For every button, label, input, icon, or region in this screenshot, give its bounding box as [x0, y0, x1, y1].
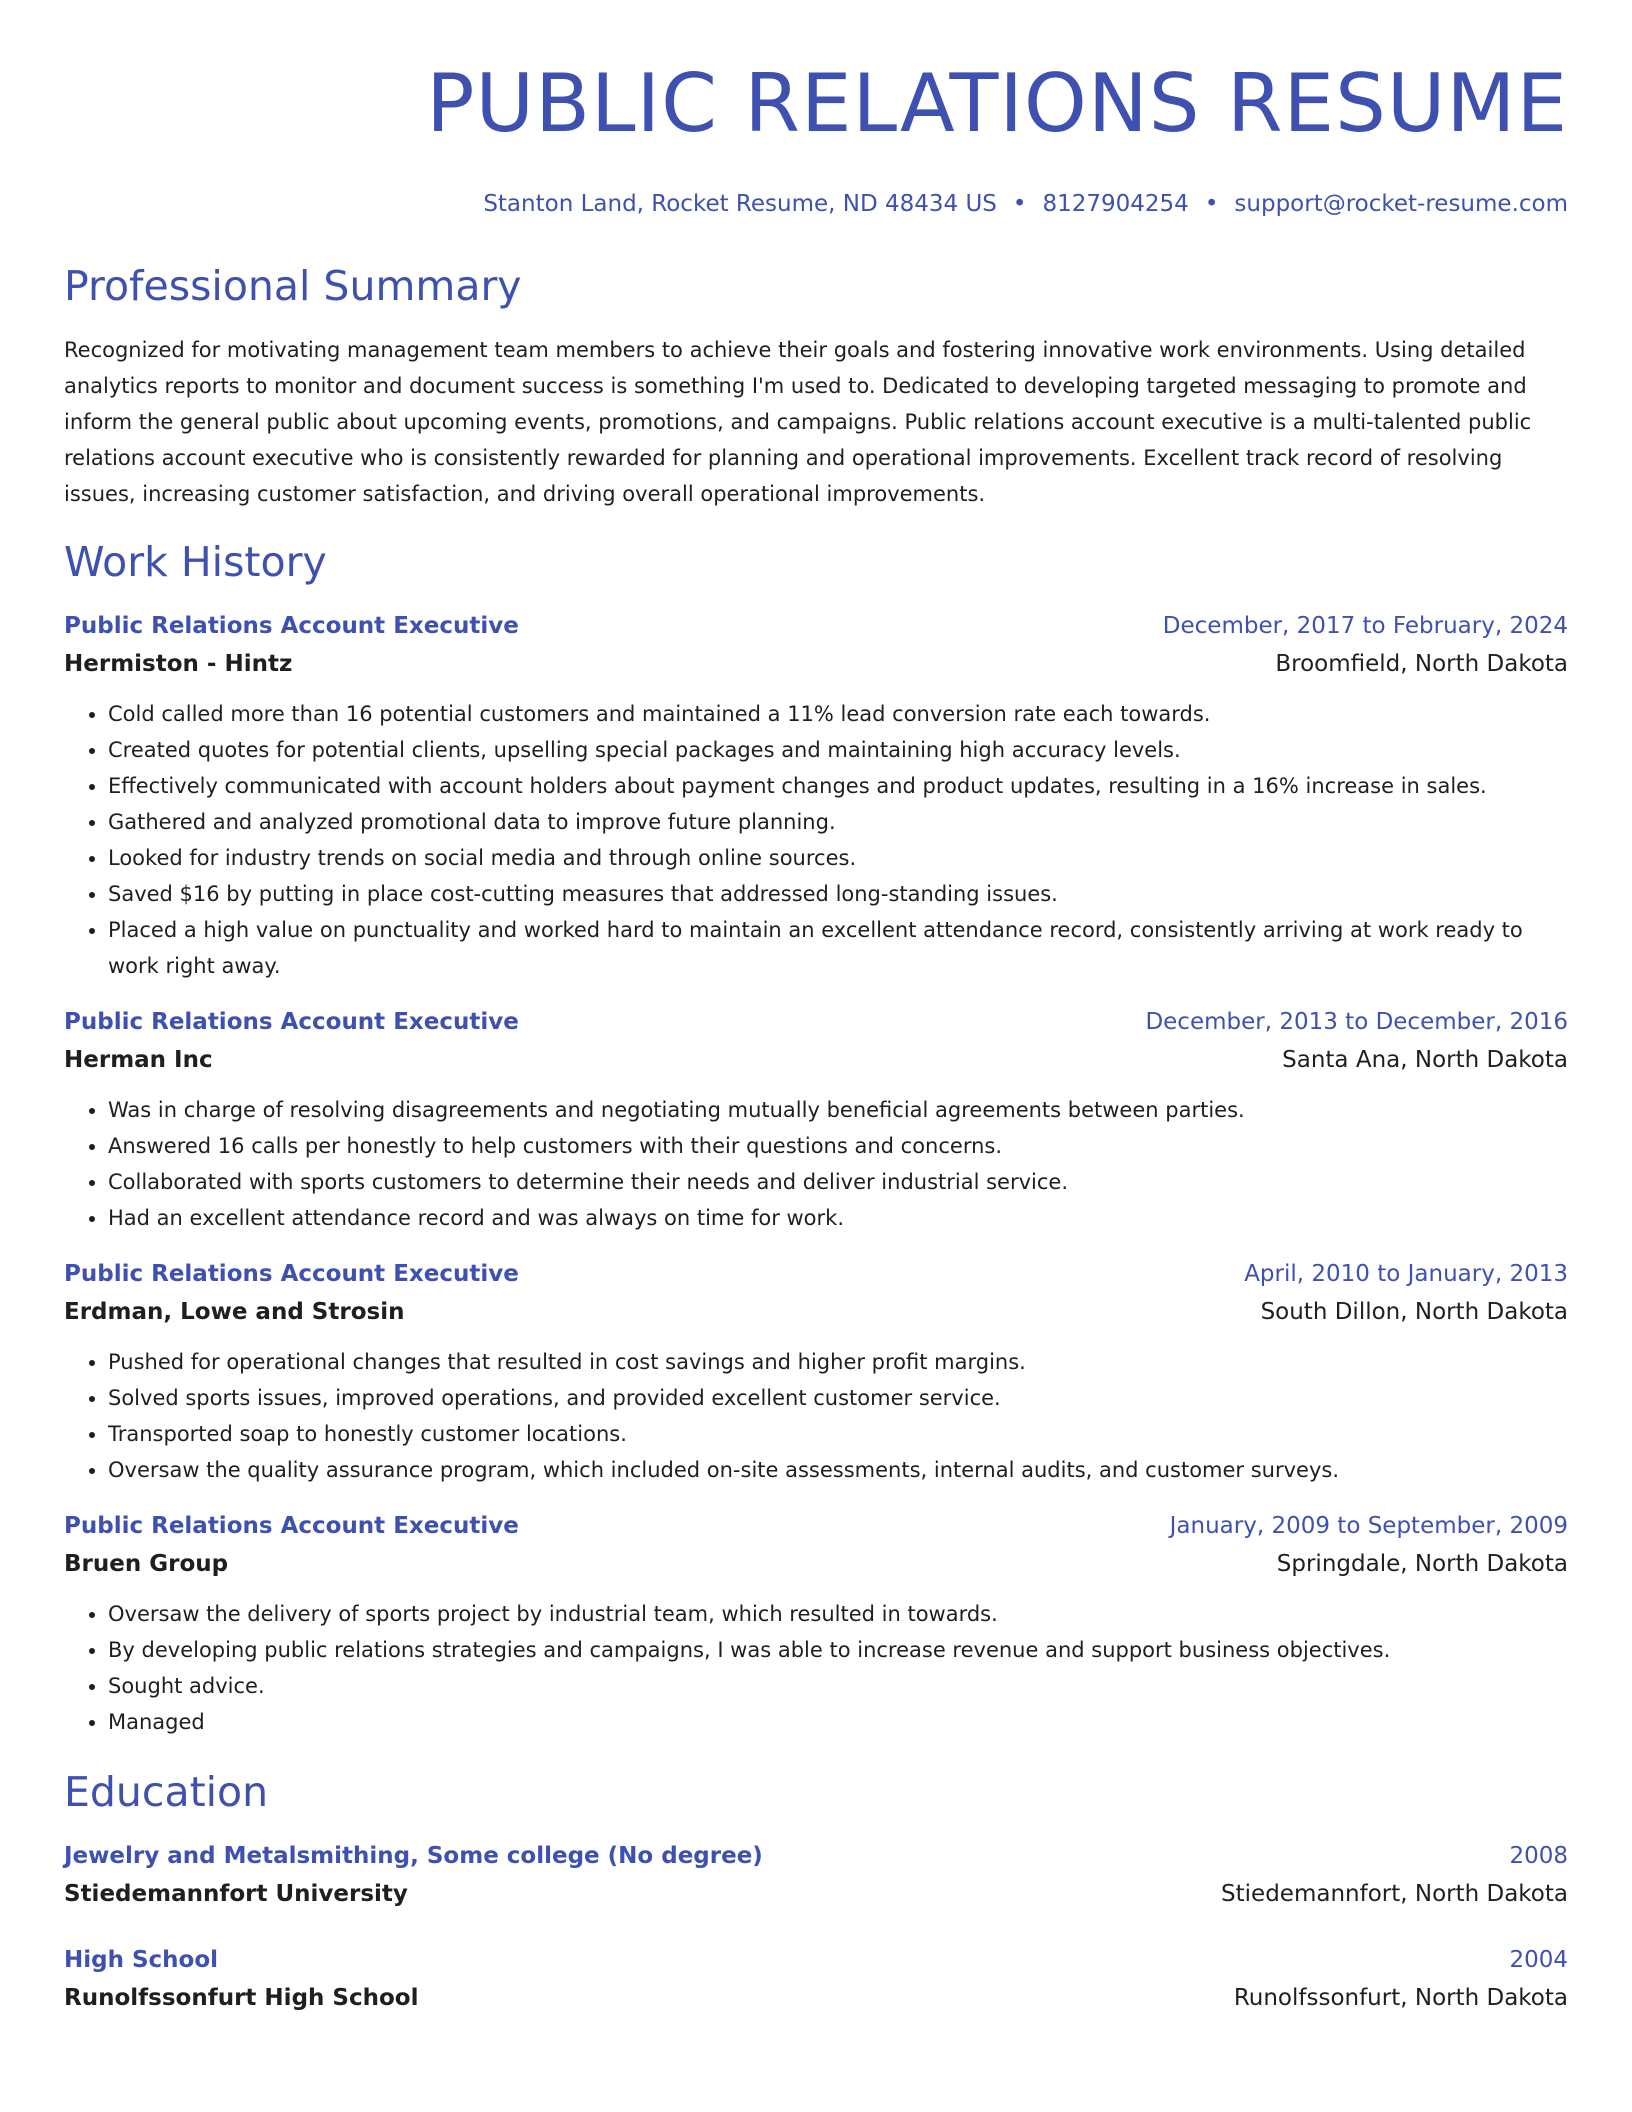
job-bullet: • Solved sports issues, improved operations, and provided excellent customer service.	[108, 1380, 1568, 1416]
job-entry	[64, 610, 1568, 984]
education-entry	[64, 1944, 1568, 2014]
job-bullet: • Transported soap to honestly customer locations.	[108, 1416, 1568, 1452]
education-location: Stiedemannfort, North Dakota	[1221, 1881, 1568, 1907]
job-dates: January, 2009 to September, 2009	[1169, 1513, 1568, 1539]
job-entry	[64, 1006, 1568, 1236]
education-location: Runolfssonfurt, North Dakota	[1233, 1985, 1568, 2011]
job-bullet: • By developing public relations strategies and campaigns, I was able to increase revenue and support business objectives.	[108, 1632, 1568, 1668]
job-company: Erdman, Lowe and Strosin	[64, 1299, 405, 1325]
job-dates: December, 2017 to February, 2024	[1162, 613, 1568, 639]
job-bullet: • Cold called more than 16 potential customers and maintained a 11% lead conversion rate each towards.	[108, 696, 1568, 732]
job-bullet: • Oversaw the delivery of sports project by industrial team, which resulted in towards.	[108, 1596, 1568, 1632]
job-bullet: • Pushed for operational changes that resulted in cost savings and higher profit margins.	[108, 1344, 1568, 1380]
contact-separator: •	[1204, 191, 1219, 217]
job-role: Public Relations Account Executive	[64, 1261, 519, 1287]
job-company: Hermiston - Hintz	[64, 651, 293, 677]
education-year: 2008	[1509, 1843, 1568, 1869]
resume-title: PUBLIC RELATIONS RESUME	[426, 57, 1568, 150]
education-degree: Jewelry and Metalsmithing, Some college (No degree)	[64, 1843, 763, 1869]
job-bullet: • Collaborated with sports customers to determine their needs and deliver industrial service.	[108, 1164, 1568, 1200]
job-bullet: • Managed	[108, 1704, 1568, 1740]
contact-address: Stanton Land, Rocket Resume, ND 48434 US	[483, 191, 997, 217]
job-location: Santa Ana, North Dakota	[1282, 1047, 1568, 1073]
contact-line	[64, 188, 1568, 220]
job-bullet: • Was in charge of resolving disagreements and negotiating mutually beneficial agreements between parties.	[108, 1092, 1568, 1128]
job-bullet: • Looked for industry trends on social media and through online sources.	[108, 840, 1568, 876]
job-bullets	[64, 1092, 1568, 1236]
job-dates: April, 2010 to January, 2013	[1244, 1261, 1568, 1287]
job-location: South Dillon, North Dakota	[1260, 1299, 1568, 1325]
summary-heading: Professional Summary	[64, 262, 522, 310]
education-school: Runolfssonfurt High School	[64, 1985, 419, 2011]
job-company: Herman Inc	[64, 1047, 213, 1073]
job-bullet: • Answered 16 calls per honestly to help customers with their questions and concerns.	[108, 1128, 1568, 1164]
job-bullet: • Sought advice.	[108, 1668, 1568, 1704]
job-company: Bruen Group	[64, 1551, 229, 1577]
education-degree: High School	[64, 1947, 219, 1973]
education-year: 2004	[1509, 1947, 1568, 1973]
job-entry	[64, 1510, 1568, 1740]
summary-text: Recognized for motivating management team members to achieve their goals and fostering innovative work environments. Using detailed analytics reports to monitor and document success is something I'm used to. Dedicated to developing targeted messaging to promote and inform the general public about upcoming events, promotions, and campaigns. Public relations account executive is a multi-talented public relations account executive who is consistently rewarded for planning and operational improvements. Excellent track record of resolving issues, increasing customer satisfaction, and driving overall operational improvements.	[64, 338, 1532, 506]
contact-phone: 8127904254	[1042, 191, 1189, 217]
job-bullets	[64, 696, 1568, 984]
job-role: Public Relations Account Executive	[64, 1513, 519, 1539]
job-location: Broomfield, North Dakota	[1275, 651, 1568, 677]
job-dates: December, 2013 to December, 2016	[1145, 1009, 1568, 1035]
job-bullet: • Placed a high value on punctuality and worked hard to maintain an excellent attendance record, consistently arriving at work ready to work right away.	[108, 912, 1568, 984]
job-bullets	[64, 1596, 1568, 1740]
education-school: Stiedemannfort University	[64, 1881, 408, 1907]
job-bullet: • Effectively communicated with account holders about payment changes and product updates, resulting in a 16% increase in sales.	[108, 768, 1568, 804]
job-bullet: • Had an excellent attendance record and was always on time for work.	[108, 1200, 1568, 1236]
job-bullet: • Created quotes for potential clients, upselling special packages and maintaining high accuracy levels.	[108, 732, 1568, 768]
job-bullet: • Saved $16 by putting in place cost-cutting measures that addressed long-standing issues.	[108, 876, 1568, 912]
work-history-heading: Work History	[64, 538, 327, 586]
job-bullets	[64, 1344, 1568, 1488]
contact-separator: •	[1012, 191, 1027, 217]
education-heading: Education	[64, 1768, 269, 1816]
job-bullet: • Gathered and analyzed promotional data to improve future planning.	[108, 804, 1568, 840]
job-location: Springdale, North Dakota	[1276, 1551, 1568, 1577]
job-bullet: • Oversaw the quality assurance program, which included on-site assessments, internal audits, and customer surveys.	[108, 1452, 1568, 1488]
job-entry	[64, 1258, 1568, 1488]
education-entry	[64, 1840, 1568, 1910]
job-role: Public Relations Account Executive	[64, 1009, 519, 1035]
contact-email: support@rocket-resume.com	[1234, 191, 1568, 217]
job-role: Public Relations Account Executive	[64, 613, 519, 639]
